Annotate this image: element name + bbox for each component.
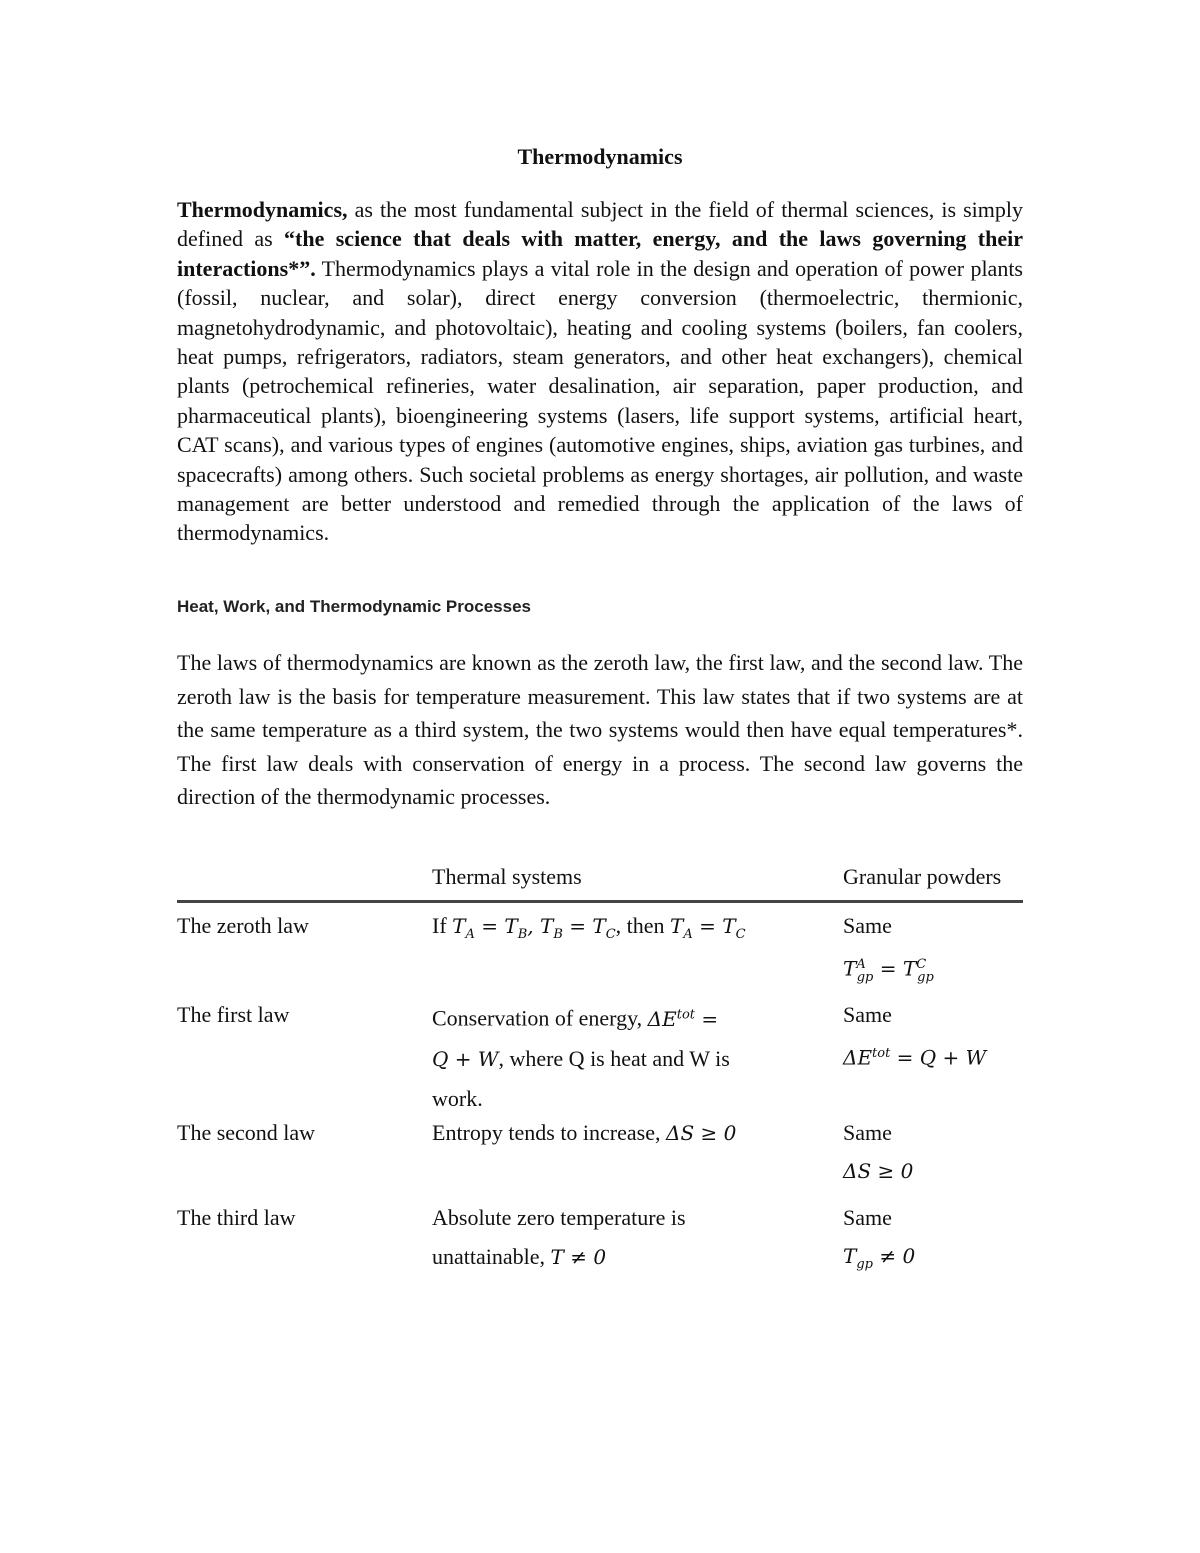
law-name: The zeroth law [177, 913, 309, 938]
table-row [177, 1198, 1023, 1288]
granular-first-equation: $\Delta E^{tot} = Q + W$ [843, 1045, 987, 1070]
section-heading: Heat, Work, and Thermodynamic Processes [177, 597, 531, 616]
granular-cell: Same $T^A_{gp} = T^C_{gp}$ [843, 906, 1033, 997]
thermal-cell: If $T_A = T_B$, $T_B = T_C$, then $T_A = T_C$ [432, 913, 746, 942]
header-granular-powders: Granular powders [843, 864, 1002, 889]
law-name: The third law [177, 1205, 296, 1230]
law-name: The second law [177, 1120, 316, 1145]
granular-cell: Same $T_{gp} \ne 0$ [843, 1198, 1033, 1284]
granular-cell: Same $\Delta E^{tot} = Q + W$ [843, 995, 1033, 1078]
intro-lead-term: Thermodynamics, [177, 197, 348, 222]
table-header-row [177, 860, 1023, 903]
granular-zeroth-equation: $T^A_{gp} = T^C_{gp}$ [843, 956, 934, 985]
page-title: Thermodynamics [517, 144, 683, 169]
table-row [177, 995, 1023, 1113]
table-row [177, 1113, 1023, 1198]
table-row [177, 903, 1023, 995]
laws-table [177, 860, 1023, 1288]
header-thermal-systems: Thermal systems [432, 864, 582, 889]
granular-cell: Same ΔS ≥ 0 [843, 1120, 914, 1183]
intro-definition-quote: “the science that deals with matter, energy, and the laws governing their interactions*”. [177, 226, 1024, 281]
intro-paragraph [177, 195, 1023, 548]
law-name: The first law [177, 1002, 290, 1027]
granular-third-equation: $T_{gp} \ne 0$ [843, 1244, 916, 1272]
thermal-cell: Entropy tends to increase, ΔS ≥ 0 [432, 1120, 737, 1145]
thermal-cell: Absolute zero temperature is unattainable, T ≠ 0 [432, 1205, 686, 1269]
thermal-cell: Conservation of energy, $\Delta E^{tot}$ = Q + W, where Q is heat and W is work. [432, 1005, 730, 1111]
intro-text-2: Thermodynamics plays a vital role in the design and operation of power plants (fossil, nuclear, and solar), direct energy conversion (thermoelectric, thermionic, magnetohydrodynamic, and photovoltaic), heating and cooling systems (boilers, fan coolers, heat pumps, refrigerators, radiators, steam generators, and other heat exchangers), chemical plants (petrochemical refineries, water desalination, air separation, paper production, and pharmaceutical plants), bioengineering systems (lasers, life support systems, artificial heart, CAT scans), and various types of engines (automotive engines, ships, aviation gas turbines, and spacecrafts) among others. Such societal problems as energy shortages, air pollution, and waste management are better understood and remedied through the application of the laws of thermodynamics. [177, 255, 1023, 546]
laws-paragraph: The laws of thermodynamics are known as the zeroth law, the first law, and the second law. The zeroth law is the basis for temperature measurement. This law states that if two systems are at the same temperature as a third system, the two systems would then have equal temperatures*. The first law deals with conservation of energy in a process. The second law governs the direction of the thermodynamic processes. [177, 650, 1023, 810]
intro-text-1: as the most fundamental subject in the field of thermal sciences, is simply defined as [177, 197, 1023, 252]
zeroth-law-equation: $T_A = T_B$, $T_B = T_C$ [452, 914, 616, 942]
